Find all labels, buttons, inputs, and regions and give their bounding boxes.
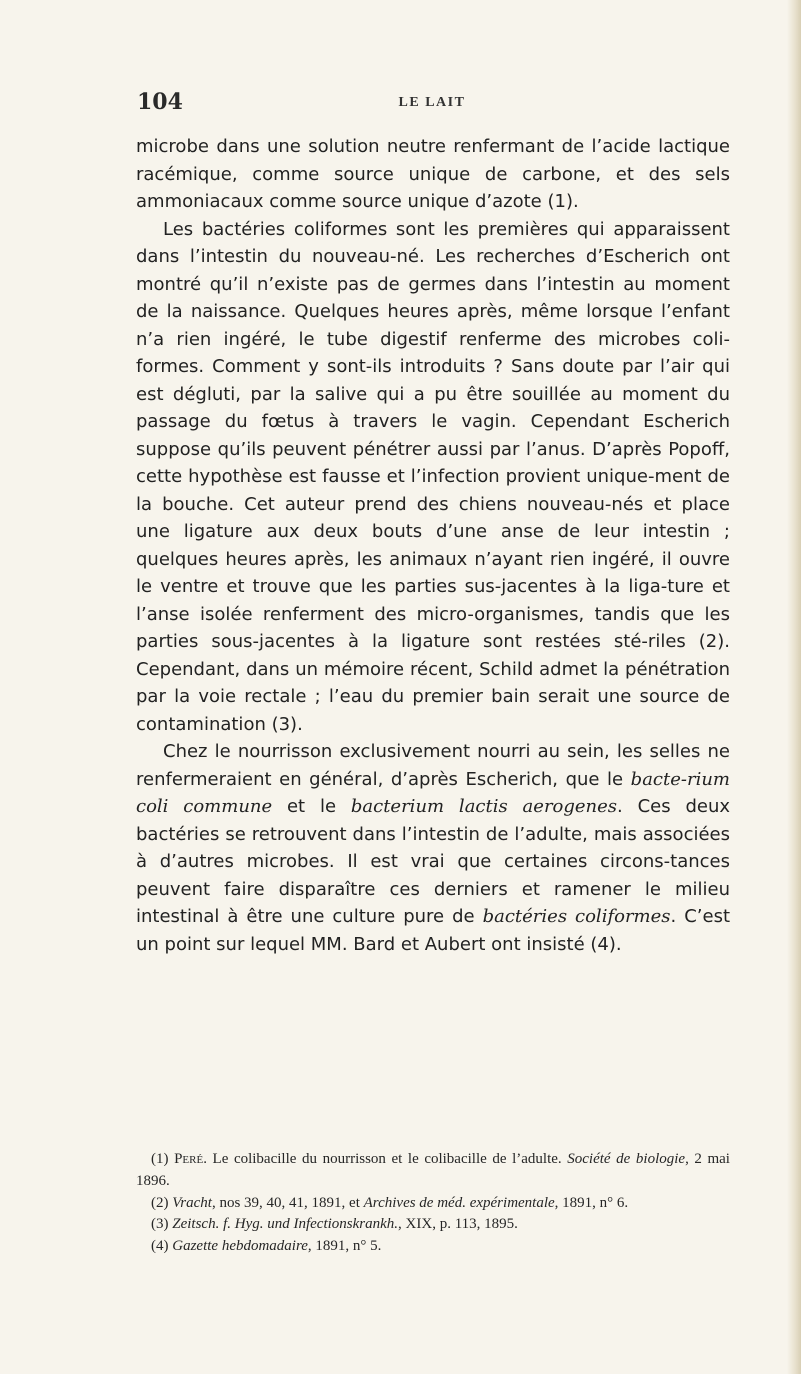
paragraph-3	[136, 738, 730, 958]
footnote-2-text: , nos 39, 40, 41, 1891, et	[211, 1194, 364, 1211]
footnote-3-text: , XIX, p. 113, 1895.	[398, 1216, 518, 1233]
footnote-3-source: Zeitsch. f. Hyg. und Infectionskrankh.	[172, 1216, 399, 1233]
paragraph-3-text-4: . C’est un point sur lequel MM. Bard et Aubert ont insisté (4).	[136, 906, 731, 955]
footnotes	[136, 1149, 730, 1258]
page-number: 104	[137, 89, 183, 115]
footnote-1-source: Société de biologie	[567, 1151, 686, 1167]
species-name-bacterium-lactis: bacterium lactis aerogenes	[350, 796, 618, 817]
footnote-1-text: . Le colibacille du nourrisson et le colibacille de l’adulte.	[203, 1151, 568, 1167]
footnote-1-author: Peré	[174, 1151, 204, 1167]
footnote-2	[136, 1193, 730, 1215]
footnote-4-source: Gazette hebdomadaire	[172, 1238, 308, 1255]
term-bacteries-coliformes: bactéries coliformes	[482, 906, 671, 927]
footnote-3	[136, 1214, 730, 1236]
footnote-4	[136, 1236, 730, 1258]
paragraph-1: microbe dans une solution neutre renfermant de l’acide lactique racémique, comme source unique de carbone, et des sels ammoniacaux comme source unique d’azote (1).	[136, 136, 730, 212]
footnote-2-number: (2)	[151, 1194, 173, 1211]
page-header	[137, 89, 727, 123]
footnote-2-author: Vracht	[172, 1194, 212, 1211]
paragraph-3-text-3: . Ces deux bactéries se retrouvent dans l’intestin de l’adulte, mais associées à d’autres microbes. Il est vrai que certaines circons-tances peuvent faire disparaître ces derniers et ramener le milieu intestinal à être une culture pure de	[136, 796, 731, 927]
paragraph-2: Les bactéries coliformes sont les premières qui apparaissent dans l’intestin du nouveau-né. Les recherches d’Escherich ont montré qu’il n’existe pas de germes dans l’intestin au moment de la naissance. Quelques heures après, même lorsque l’enfant n’a rien ingéré, le tube digestif renferme des microbes coli-formes. Comment y sont-ils introduits ? Sans doute par l’air qui est dégluti, par la salive qui a pu être souillée au moment du passage du fœtus à travers le vagin. Cependant Escherich suppose qu’ils peuvent pénétrer aussi par l’anus. D’après Popoff, cette hypothèse est fausse et l’infection provient unique-ment de la bouche. Cet auteur prend des chiens nouveau-nés et place une ligature aux deux bouts d’une anse de leur intestin ; quelques heures après, les animaux n’ayant rien ingéré, il ouvre le ventre et trouve que les parties sus-jacentes à la liga-ture et l’anse isolée renferment des micro-organismes, tandis que les parties sous-jacentes à la ligature sont restées sté-riles (2). Cependant, dans un mémoire récent, Schild admet la pénétration par la voie rectale ; l’eau du premier bain serait une source de contamination (3).	[136, 218, 730, 735]
footnote-2-source: Archives de méd. expérimentale	[363, 1194, 555, 1211]
paragraph-3-text-2: et le	[272, 796, 351, 817]
footnote-1-date: , 2 mai 1896.	[136, 1151, 730, 1189]
footnote-3-number: (3)	[151, 1216, 173, 1233]
footnote-1	[136, 1149, 730, 1193]
paragraph-3-text-1: Chez le nourrisson exclusivement nourri au sein, les selles ne renfermeraient en général, d’après Escherich, que le	[136, 741, 730, 790]
body-text	[136, 133, 730, 958]
running-head: LE LAIT	[398, 95, 466, 110]
footnote-4-number: (4)	[151, 1238, 173, 1255]
footnote-4-text: , 1891, n° 5.	[307, 1238, 382, 1255]
species-name-bacterium-coli: bacte-rium coli commune	[136, 768, 730, 817]
footnote-1-number: (1)	[151, 1151, 175, 1167]
page-edge	[787, 0, 801, 1374]
footnote-2-date: , 1891, n° 6.	[554, 1194, 629, 1211]
